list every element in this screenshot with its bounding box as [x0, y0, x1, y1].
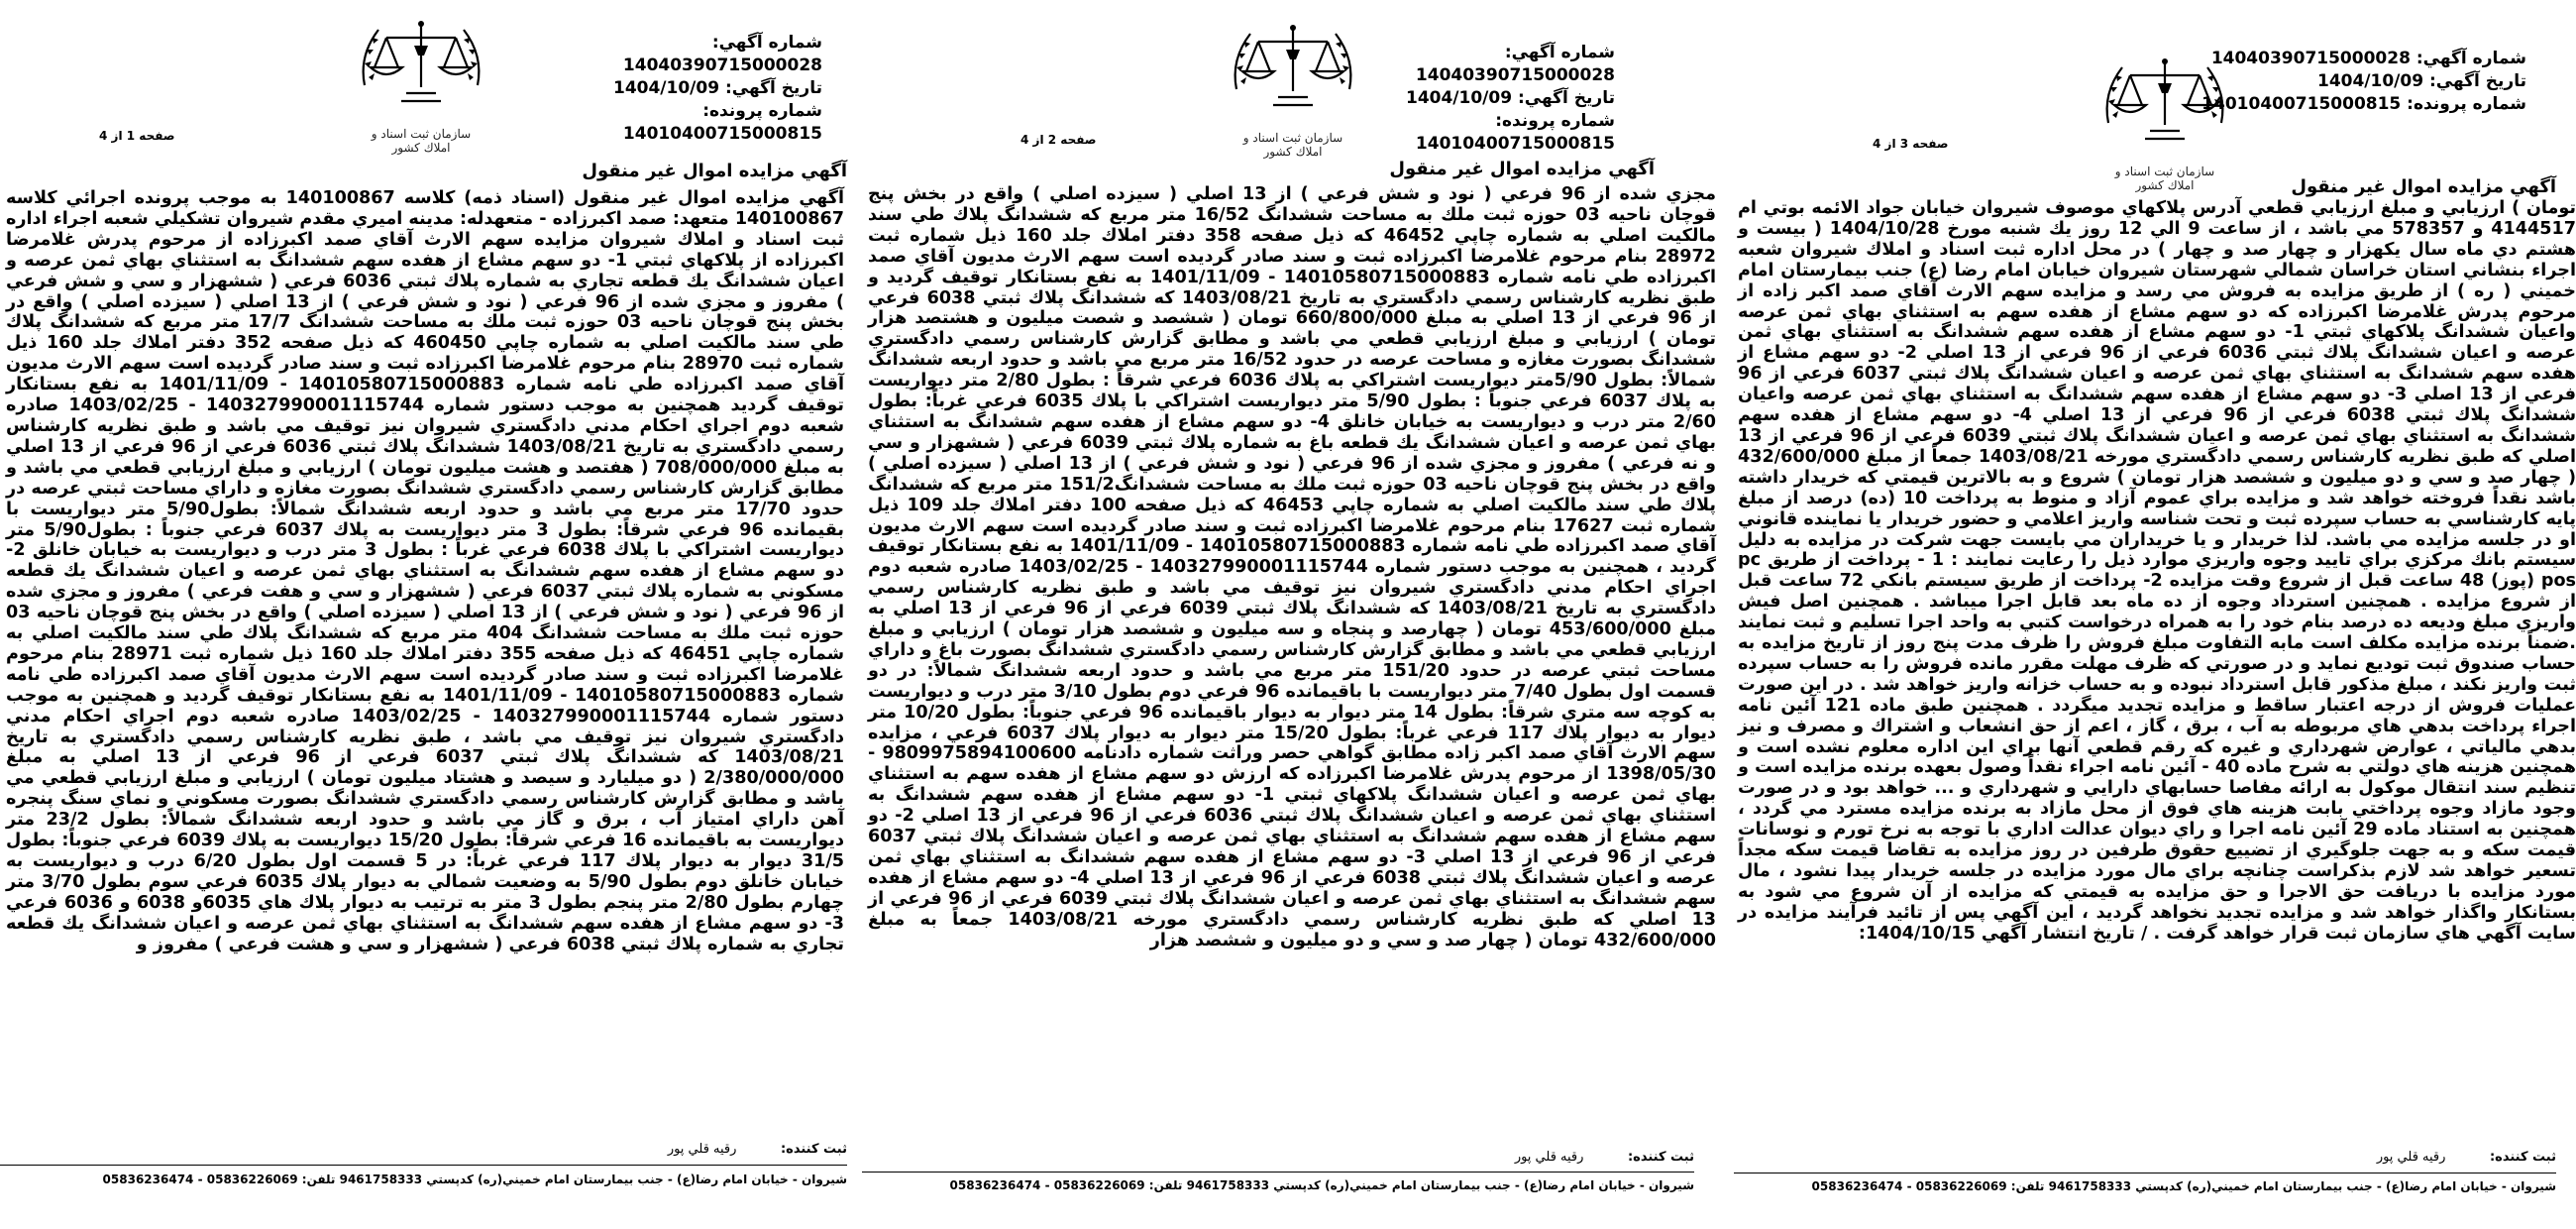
notice-date: تاريخ آگهي: 1404/10/09 [1405, 88, 1615, 108]
judiciary-emblem [357, 16, 485, 155]
scales-emblem-icon [357, 16, 485, 125]
judiciary-emblem [2100, 54, 2229, 192]
footer-address: شيروان - خيابان امام رضا(ع) - جنب بيمارستان امام خميني(ره) كدپستي 9461758333 تلفن: 05836226069 - 05836236474 [102, 1173, 847, 1186]
scales-emblem-icon [1229, 20, 1357, 129]
notice-body: آگهي مزايده اموال غير منقول (اسناد ذمه) كلاسه 140100867 به موجب پرونده اجرائي كلاسه 140100867 متعهد: صمد اكبرزاده - متعهدله: مدينه اميري مقدم شيروان تشكيلي شعبه اجراء اداره ثبت اسناد و املاك شيروان مزايده سهم الارث آقاي صمد اكبرزاده از مرحوم پدرش غلامرضا اكبرزاده از پلاكهاي ثبتي 1- دو سهم مشاع از هفده سهم ششدانگ به استثناي بهاي ثمن عرصه و اعيان ششدانگ يك قطعه تجاري به شماره پلاك ثبتي 6036 فرعي ( ششهزار و سي و شش فرعي ) مفروز و مجزي شده از 96 فرعي ( نود و شش فرعي ) از 13 اصلي ( سيزده اصلي ) واقع در بخش پنج قوچان ناحيه 03 حوزه ثبت ملك به مساحت ششدانگ 17/7 متر مربع كه ششدانگ پلاك طي سند مالكيت اصلي به شماره چاپي 460450 كه ذيل صفحه 352 دفتر املاك جلد 160 ذيل شماره ثبت 28970 بنام مرحوم غلامرضا اكبرزاده ثبت و سند صادر گرديده است سهم الارث مديون آقاي صمد اكبرزاده طي نامه شماره 14010580715000883 - 1401/11/09 به نفع بستانكار توقيف گرديد همچنين به موجب دستور شماره 140327990001115744 - 1403/02/25 صادره شعبه دوم اجراي احكام مدني دادگستري شيروان نيز توقيف مي باشد و طبق نظريه كارشناس رسمي دادگستري به تاريخ 1403/08/21 ششدانگ پلاك ثبتي 6036 فرعي از 96 فرعي از 13 اصلي به مبلغ 708/000/000 ( هفتصد و هشت ميليون تومان ) ارزيابي و مبلغ ارزيابي قطعي مي باشد و مطابق گزارش كارشناس رسمي دادگستري ششدانگ بصورت مغازه و داراي مساحت ثبتي عرصه در حدود 17/70 متر مربع مي باشد و حدود اربعه ششدانگ شمالاً: بطول5/90 متر ديواريست با بقيمانده 96 فرعي شرقاً: بطول 3 متر ديواريست به پلاك 6037 فرعي جنوباً : بطول5/90 متر ديواريست اشتراكي با پلاك 6038 فرعي غرباً : بطول 3 متر درب و ديواريست به خيابان خانلق 2- دو سهم مشاع از هفده سهم ششدانگ به استثناي بهاي ثمن عرصه و اعيان ششدانگ يك قطعه مسكوني به شماره پلاك ثبتي 6037 فرعي ( ششهزار و سي و هفت فرعي ) مفروز و مجزي شده از 96 فرعي ( نود و شش فرعي ) از 13 اصلي ( سيزده اصلي ) واقع در بخش پنج قوچان ناحيه 03 حوزه ثبت ملك به مساحت ششدانگ 404 متر مربع كه ششدانگ پلاك طي سند مالكيت اصلي به شماره چاپي 46451 كه ذيل صفحه 355 دفتر املاك جلد 160 ذيل شماره ثبت 28971 بنام مرحوم غلامرضا اكبرزاده ثبت و سند صادر گرديده است سهم الارث مديون آقاي صمد اكبرزاده طي نامه شماره 14010580715000883 - 1401/11/09 به نفع بستانكار توقيف گرديد و همچنين به موجب دستور شماره 140327990001115744 - 1403/02/25 صادره شعبه دوم اجراي احكام مدني دادگستري شيروان نيز توقيف مي باشد ، طبق نظريه كارشناس رسمي دادگستري به تاريخ 1403/08/21 كه ششدانگ پلاك ثبتي 6037 فرعي از 96 فرعي از 13 اصلي به مبلغ 2/380/000/000 ( دو ميليارد و سيصد و هشتاد ميليون تومان ) ارزيابي و مبلغ ارزيابي قطعي مي باشد و مطابق گزارش كارشناس رسمي دادگستري ششدانگ بصورت مسكوني و نماي سنگ پنجره آهن داراي امتياز آب ، برق و گاز مي باشد و حدود اربعه ششدانگ شمالاً: بطول 23/2 متر ديواريست به باقيمانده 16 فرعي شرقاً: بطول 15/20 ديواريست به پلاك 6039 فرعي جنوباً: بطول 31/5 ديوار به ديوار پلاك 117 فرعي غرباً: در 5 قسمت اول بطول 6/20 درب و ديواريست به خيابان خانلق دوم بطول 5/90 به وضعيت شمالي به ديوار پلاك 6035 فرعي سوم بطول 3/70 متر چهارم بطول 2/80 متر پنجم بطول 3 متر به ترتيب به ديوار پلاك هاي 6035و 6038 و 6036 فرعي 3- دو سهم مشاع از هفده سهم ششدانگ به استثناي بهاي ثمن عرصه و اعيان ششدانگ يك قطعه تجاري به شماره پلاك ثبتي 6038 فرعي ( ششهزار و سي و هشت فرعي ) مفروز و [6, 188, 845, 954]
footer-divider [0, 1165, 847, 1166]
notice-date: تاريخ آگهي: 1404/10/09 [2316, 71, 2526, 91]
registrar-label: ثبت كننده: [1627, 1150, 1694, 1165]
registrar-name: رقيه قلي پور [667, 1142, 737, 1157]
org-caption: سازمان ثبت اسناد و املاك كشور [2114, 165, 2215, 192]
footer-address: شيروان - خيابان امام رضا(ع) - جنب بيمارستان امام خميني(ره) كدپستي 9461758333 تلفن: 05836226069 - 05836236474 [1811, 1179, 2556, 1193]
registrar-name: رقيه قلي پور [1514, 1150, 1584, 1165]
case-number: شماره پرونده: 14010400715000815 [622, 101, 822, 144]
notice-page-1 [0, 0, 847, 1229]
org-caption: سازمان ثبت اسناد و املاك كشور [1242, 131, 1343, 159]
scales-emblem-icon [2100, 54, 2229, 163]
case-number: شماره پرونده: 14010400715000815 [2201, 94, 2526, 114]
notice-body: مجزي شده از 96 فرعي ( نود و شش فرعي ) از 13 اصلي ( سيزده اصلي ) واقع در بخش پنج قوچان ناحيه 03 حوزه ثبت ملك به مساحت ششدانگ 16/52 متر مربع كه ششدانگ پلاك طي سند مالكيت اصلي به شماره چاپي 46452 كه ذيل صفحه 358 دفتر املاك جلد 160 ذيل شماره ثبت 28972 بنام مرحوم غلامرضا اكبرزاده ثبت و سند صادر گرديده است سهم الارث مديون آقاي صمد اكبرزاده طي نامه شماره 14010580715000883 - 1401/11/09 به نفع بستانكار توقيف گرديد و طبق نظريه كارشناس رسمي دادگستري به تاريخ 1403/08/21 كه ششدانگ پلاك ثبتي 6038 فرعي از 96 فرعي از 13 اصلي به مبلغ 660/800/000 تومان ( ششصد و شصت ميليون و هشتصد هزار تومان ) ارزيابي و مبلغ ارزيابي قطعي مي باشد و مطابق گزارش كارشناس رسمي دادگستري ششدانگ بصورت مغازه و مساحت عرصه در حدود 16/52 متر مربع مي باشد و حدود اربعه ششدانگ شمالاً: بطول 5/90متر ديواريست اشتراكي به پلاك 6036 فرعي شرقاً : بطول 2/80 متر ديواريست به پلاك 6037 فرعي جنوباً : بطول 5/90 متر ديواريست اشتراكي با پلاك 6035 فرعي غرباً: بطول 2/60 متر درب و ديواريست به خيابان خانلق 4- دو سهم مشاع از هفده سهم ششدانگ به استثناي بهاي ثمن عرصه و اعيان ششدانگ يك قطعه باغ به شماره پلاك ثبتي 6039 فرعي ( ششهزار و سي و نه فرعي ) مفروز و مجزي شده از 96 فرعي ( نود و شش فرعي ) از 13 اصلي ( سيزده اصلي ) واقع در بخش پنج قوچان ناحيه 03 حوزه ثبت ملك به مساحت ششدانگ151/2 متر مربع كه ششدانگ پلاك طي سند مالكيت اصلي به شماره چاپي 46453 كه ذيل صفحه 100 دفتر املاك جلد 109 ذيل شماره ثبت 17627 بنام مرحوم غلامرضا اكبرزاده ثبت و سند صادر گرديده است سهم الارث مديون آقاي صمد اكبرزاده طي نامه شماره 14010580715000883 - 1401/11/09 به نفع بستانكار توقيف گرديد ، همچنين به موجب دستور شماره 140327990001115744 - 1403/02/25 صادره شعبه دوم اجراي احكام مدني دادگستري شيروان نيز توقيف مي باشد و طبق نظريه كارشناس رسمي دادگستري به تاريخ 1403/08/21 كه ششدانگ پلاك ثبتي 6039 فرعي از 96 فرعي از 13 اصلي به مبلغ 453/600/000 تومان ( چهارصد و پنجاه و سه ميليون و ششصد هزار تومان ) ارزيابي و مبلغ ارزيابي قطعي مي باشد و مطابق گزارش كارشناس رسمي دادگستري ششدانگ بصورت باغ و داراي مساحت ثبتي عرصه در حدود 151/20 متر مربع مي باشد و حدود اربعه ششدانگ شمالاً: در دو قسمت اول بطول 7/40 متر ديواريست با باقيمانده 96 فرعي دوم بطول 3/10 متر درب و ديواريست به كوچه سه متري شرقاً: بطول 14 متر ديوار به ديوار باقيمانده 96 فرعي جنوباً: بطول 10/20 متر ديوار به ديوار پلاك 117 فرعي غرباً: بطول 15/20 متر ديوار به ديوار پلاك 6037 فرعي ، مزايده سهم الارث آقاي صمد اكبر زاده مطابق گواهي حصر وراثت شماره دادنامه 9809975894100600 - 1398/05/30 از مرحوم پدرش غلامرضا اكبرزاده كه ارزش دو سهم مشاع از هفده سهم به استثناي بهاي ثمن عرصه و اعيان ششدانگ پلاكهاي ثبتي 1- دو سهم مشاع از هفده سهم ششدانگ به استثناي بهاي ثمن عرصه و اعيان ششدانگ پلاك ثبتي 6036 فرعي از 96 فرعي از 13 اصلي 2- دو سهم مشاع از هفده سهم ششدانگ به استثناي بهاي ثمن عرصه و اعيان ششدانگ پلاك ثبتي 6037 فرعي از 96 فرعي از 13 اصلي 3- دو سهم مشاع از هفده سهم ششدانگ به استثناي بهاي ثمن عرصه و اعيان ششدانگ پلاك ثبتي 6038 فرعي از 96 فرعي از 13 اصلي 4- دو سهم مشاع از هفده سهم ششدانگ به استثناي بهاي ثمن عرصه و اعيان ششدانگ پلاك ثبتي 6039 فرعي از 96 فرعي از 13 اصلي كه طبق نظريه كارشناس رسمي دادگستري مورخه 1403/08/21 جمعاً به مبلغ 432/600/000 تومان ( چهار صد و سي و دو ميليون و ششصد هزار [868, 184, 1717, 950]
registrar-signature [2377, 1150, 2556, 1165]
page-number: صفحه 3 از 4 [1873, 137, 1949, 151]
notice-date: تاريخ آگهي: 1404/10/09 [612, 78, 822, 98]
footer-address: شيروان - خيابان امام رضا(ع) - جنب بيمارستان امام خميني(ره) كدپستي 9461758333 تلفن: 05836226069 - 05836236474 [949, 1178, 1694, 1192]
notice-title: آگهي مزايده اموال غير منقول [2291, 176, 2556, 197]
page-number: صفحه 1 از 4 [99, 129, 175, 143]
case-number: شماره پرونده: 14010400715000815 [1415, 111, 1615, 154]
header-meta [2200, 48, 2526, 116]
notice-title: آگهي مزايده اموال غير منقول [1389, 159, 1655, 179]
registrar-label: ثبت كننده: [2489, 1150, 2556, 1165]
notice-number: شماره آگهي: 14040390715000028 [1415, 43, 1615, 85]
header-meta [535, 32, 822, 146]
page-header [0, 10, 847, 159]
judiciary-emblem [1229, 20, 1357, 159]
notice-title: آگهي مزايده اموال غير منقول [582, 161, 847, 181]
notice-body: تومان ) ارزيابي و مبلغ ارزيابي قطعي آدرس پلاكهاي موصوف شيروان خيابان جواد الائمه بوتي ام 4144517 و 578357 مي باشد ، از ساعت 9 الي 12 روز يك شنبه مورخ 1404/10/28 ( بيست و هشتم دي ماه سال يكهزار و چهار صد و چهار ) در محل اداره ثبت اسناد و املاك شيروان شعبه اجراء بنشاني استان خراسان شمالي شهرستان شيروان خيابان امام رضا (ع) جنب بيمارستان امام خميني ( ره ) از طريق مزايده به فروش مي رسد و مزايده سهم الارث آقاي صمد اكبر زاده از مرحوم پدرش غلامرضا اكبرزاده كه دو سهم مشاع از هفده سهم به استثناي بهاي ثمن عرصه واعيان ششدانگ پلاكهاي ثبتي 1- دو سهم مشاع از هفده سهم ششدانگ به استثناي بهاي ثمن عرصه و اعيان ششدانگ پلاك ثبتي 6036 فرعي از 96 فرعي از 13 اصلي 2- دو سهم مشاع از هفده سهم ششدانگ به استثناي بهاي ثمن عرصه و اعيان ششدانگ پلاك ثبتي 6037 فرعي از 96 فرعي از 13 اصلي 3- دو سهم مشاع از هفده سهم ششدانگ به استثناي بهاي ثمن عرصه واعيان ششدانگ پلاك ثبتي 6038 فرعي از 96 فرعي از 13 اصلي 4- دو سهم مشاع از هفده سهم ششدانگ به استثناي بهاي ثمن عرصه و اعيان ششدانگ پلاك ثبتي 6039 فرعي از 96 فرعي از 13 اصلي كه طبق نظريه كارشناس رسمي دادگستري مورخه 1403/08/21 جمعاً از مبلغ 432/600/000 ( چهار صد و سي و دو ميليون و ششصد هزار تومان ) شروع و به بالاترين قيمتي كه خريدار داشته باشد نقداً فروخته خواهد شد و مزايده براي عموم آزاد و منوط به پرداخت 10 (ده) درصد از مبلغ پايه كارشناسي به حساب سپرده ثبت و تحت شناسه واريز اعلامي و حضور خريدار يا نماينده قانوني او در جلسه مزايده مي باشد. لذا خريدار و يا خريداران مي بايست جهت شركت در مزايده به دليل سيستم بانك مركزي براي تاييد وجوه واريزي موارد ذيل را رعايت نمايند : 1 - پرداخت از طريق pc pos (پوز) 48 ساعت قبل از شروع وقت مزايده 2- پرداخت از طريق سيستم بانكي 72 ساعت قبل از شروع مزايده . همچنين استرداد وجوه از ده ماه بعد قابل اجرا ميباشد . همچنين اصل فيش واريزي مبلغ وديعه ده درصد بنام خود را به همراه درخواست كتبي به واحد اجرا تسليم و ثبت نمايند .ضمناً برنده مزايده مكلف است مابه التفاوت مبلغ فروش را ظرف مدت پنج روز از تاريخ مزايده به حساب صندوق ثبت توديع نمايد و در صورتي كه ظرف مهلت مقرر مانده فروش را به حساب سپرده ثبت واريز نكند ، مبلغ مذكور قابل استرداد نبوده و به حساب خزانه واريز خواهد شد . در اين صورت عمليات فروش از درجه اعتبار ساقط و مزايده تجديد ميگردد . همچنين طبق ماده 121 آئين نامه اجراء پرداخت بدهي هاي مربوطه به آب ، برق ، گاز ، اعم از حق انشعاب و اشتراك و مصرف و نيز بدهي مالياتي ، عوارض شهرداري و غيره كه رقم قطعي آنها براي اين اداره معلوم نشده است و همچنين هزينه هاي دولتي به شرح ماده 40 - آئين نامه اجراء نقداً وصول بعهده برنده مزايده است و تنظيم سند انتقال موكول به ارائه مفاصا حسابهاي دارايي و شهرداري و ... خواهد بود و در صورت وجود مازاد وجوه پرداختي بابت هزينه هاي فوق از محل مازاد به برنده مزايده مسترد مي گردد ، همچنين به استناد ماده 29 آئين نامه اجرا و راي ديوان عدالت اداري با توجه به نرخ تورم و نوسانات قيمت سكه و به جهت جلوگيري از تضييع حقوق طرفين در روز مزايده به تقاضا قيمت سكه مجداً تسعير خواهد شد لازم بذكراست چنانچه براي مال مورد مزايده در جلسه خريدار پيدا نشود ، مال مورد مزايده با دريافت حق الاجرا و حق مزايده به قيمتي كه مزايده از آن شروع مي شود به بستانكار واگذار خواهد شد و مزايده تجديد نخواهد گرديد ، اين آگهي پس از تائيد فرآيند مزايده در سايت آگهي هاي سازمان ثبت قرار خواهد گرفت . / تاريخ انتشار آگهي 1404/10/15: [1738, 198, 2576, 944]
footer-divider [862, 1172, 1694, 1173]
page-header [862, 10, 1714, 159]
registrar-signature [668, 1142, 847, 1157]
page-number: صفحه 2 از 4 [1020, 133, 1097, 147]
notice-number: شماره آگهي: 14040390715000028 [622, 33, 822, 75]
header-meta [1328, 42, 1615, 156]
registrar-signature [1515, 1150, 1694, 1165]
registrar-name: رقيه قلي پور [2376, 1150, 2446, 1165]
registrar-label: ثبت كننده: [780, 1142, 847, 1157]
notice-number: شماره آگهي: 14040390715000028 [2210, 49, 2526, 68]
org-caption: سازمان ثبت اسناد و املاك كشور [371, 127, 472, 155]
notice-page-2 [862, 0, 1717, 1229]
notice-page-3 [1734, 0, 2576, 1229]
